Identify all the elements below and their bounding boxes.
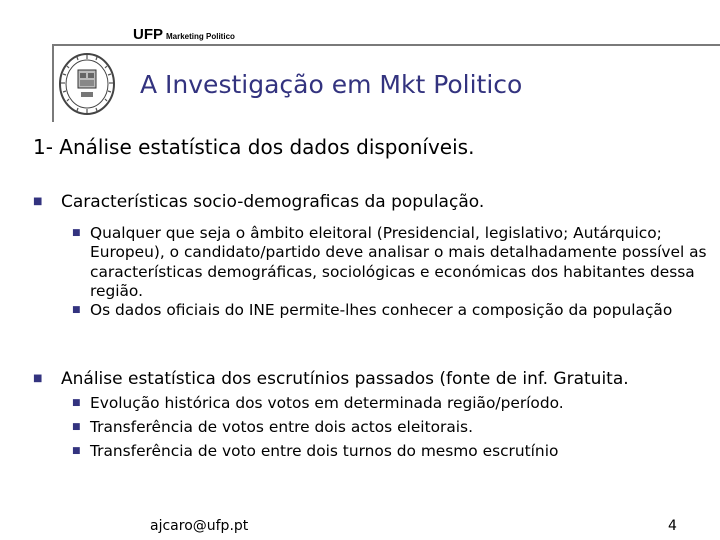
bullet-text: Características socio-demograficas da população. [61,192,485,212]
slide-subtitle: 1- Análise estatística dos dados disponíveis. [33,135,475,159]
bullet-text: Análise estatística dos escrutínios passados (fonte de inf. Gratuita. [61,369,629,389]
sub-bullet-text: Qualquer que seja o âmbito eleitoral (Presidencial, legislativo; Autárquico; Europeu), o candidato/partido deve analisar o mais detalhadamente possível as características demográficas, sociológicas e económicas dos habitantes dessa região. [90,224,707,300]
square-bullet-icon: ■ [72,398,81,408]
square-bullet-icon: ■ [72,422,81,432]
left-rule [52,44,54,122]
square-bullet-icon: ■ [33,373,43,384]
ufp-seal-logo [57,52,117,116]
sub-bullet-item [72,418,712,437]
sub-bullet-text: Transferência de voto entre dois turnos do mesmo escrutínio [90,442,559,460]
square-bullet-icon: ■ [33,196,43,207]
page-number: 4 [668,518,677,534]
brand-name: UFP [133,26,163,43]
square-bullet-icon: ■ [72,446,81,456]
square-bullet-icon: ■ [72,228,81,238]
header-rule [52,44,720,46]
slide-title: A Investigação em Mkt Politico [140,70,523,99]
sub-bullet-text: Transferência de votos entre dois actos eleitorais. [90,418,473,436]
sub-bullet-text: Os dados oficiais do INE permite-lhes conhecer a composição da população [90,301,673,319]
header-brand [133,24,235,43]
sub-bullet-text: Evolução histórica dos votos em determinada região/período. [90,394,564,412]
sub-bullet-item [72,442,712,461]
sub-bullet-item [72,394,712,413]
brand-subtitle: Marketing Politico [166,32,235,41]
square-bullet-icon: ■ [72,305,81,315]
sub-bullet-item [72,224,712,301]
footer-email: ajcaro@ufp.pt [150,518,249,534]
sub-bullet-item [72,301,712,320]
